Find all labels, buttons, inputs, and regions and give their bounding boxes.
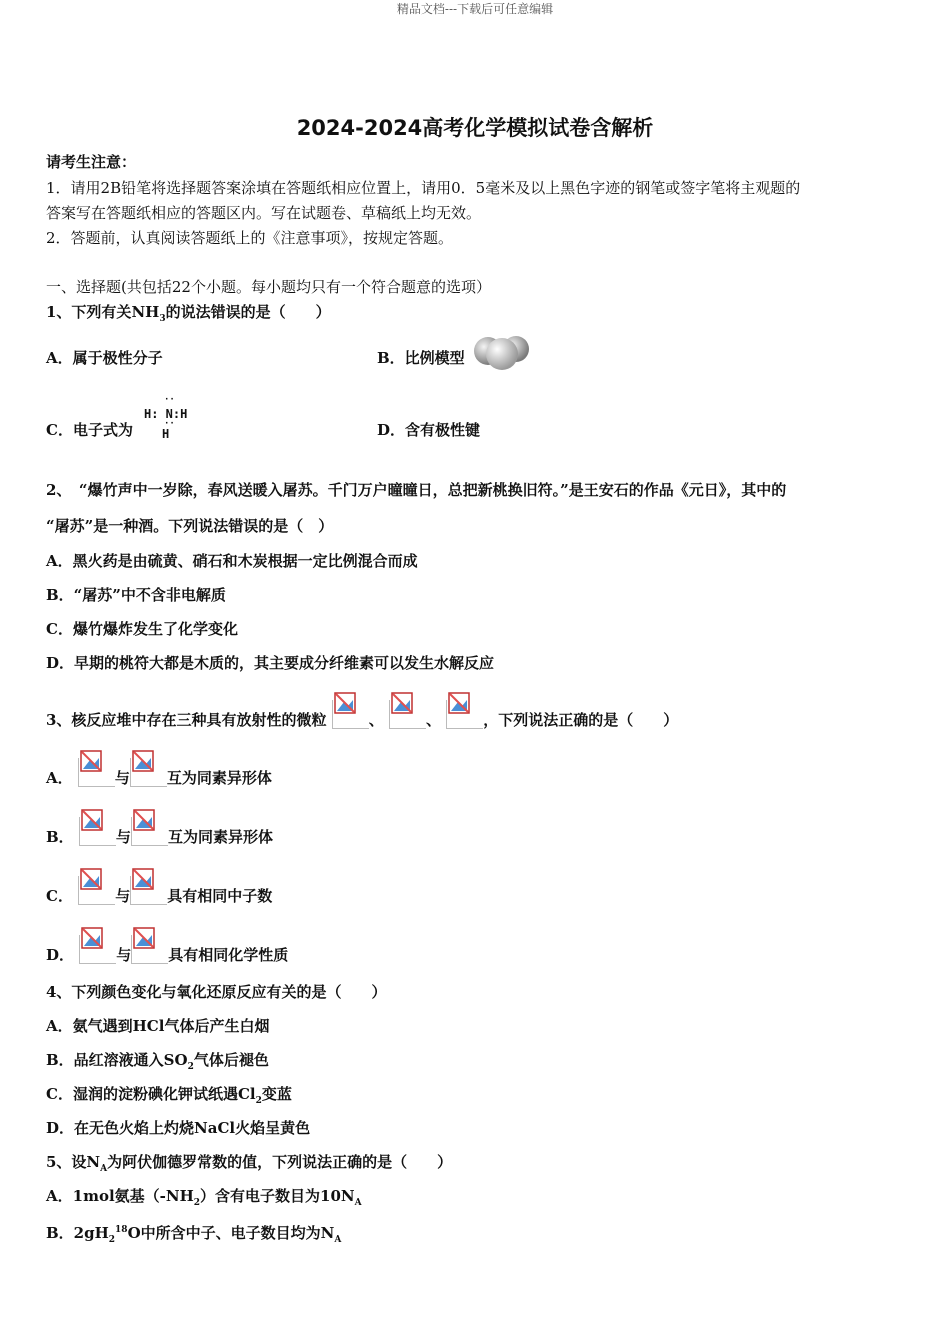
notice-item-2: 2．答题前，认真阅读答题纸上的《注意事项》，按规定答题。 [46, 229, 454, 247]
q2-option-d: D．早期的桃符大都是木质的，其主要成分纤维素可以发生水解反应 [46, 654, 495, 672]
broken-image-icon [131, 817, 168, 846]
space-filling-model-icon [470, 333, 536, 373]
electron-formula: ·· H: N:H ·· H [144, 395, 188, 441]
q1-option-b: B．比例模型 [377, 349, 465, 367]
q1-stem: 1、下列有关$NH_3$的说法错误的是（ ） [46, 303, 331, 324]
q2-option-a: A．黑火药是由硫黄、硝石和木炭根据一定比例混合而成 [46, 552, 418, 570]
q4-option-d: D．在无色火焰上灼烧NaCl火焰呈黄色 [46, 1119, 311, 1137]
page-header-note: 精品文档---下载后可任意编辑 [396, 2, 554, 16]
page-title: 2024-2024高考化学模拟试卷含解析 [296, 116, 654, 140]
broken-image-icon [78, 876, 115, 905]
broken-image-icon [79, 935, 116, 964]
q5-option-a: A．1mol氨基$(-NH_2)$含有电子数目为$10N_A$ [46, 1187, 362, 1208]
q2-option-b: B．“屠苏”中不含非电解质 [46, 586, 226, 604]
broken-image-icon [130, 758, 167, 787]
q1-option-d: D．含有极性键 [377, 421, 481, 439]
q3-stem: 3、核反应堆中存在三种具有放射性的微粒 、 、 ，下列说法正确的是（ ） [46, 700, 678, 730]
broken-image-icon [78, 758, 115, 787]
broken-image-icon [130, 876, 167, 905]
notice-item-1b: 答案写在答题纸相应的答题区内。写在试题卷、草稿纸上均无效。 [46, 204, 482, 222]
q4-option-a: A．氨气遇到HCl气体后产生白烟 [46, 1017, 270, 1035]
q4-stem: 4、下列颜色变化与氧化还原反应有关的是（ ） [46, 983, 387, 1001]
broken-image-icon [332, 700, 369, 729]
q5-stem: 5、设$N_A$为阿伏伽德罗常数的值，下列说法正确的是（ ） [46, 1153, 453, 1174]
broken-image-icon [79, 817, 116, 846]
broken-image-icon [446, 700, 483, 729]
q3-option-d: D． 与 具有相同化学性质 [46, 935, 288, 965]
section-heading: 一、选择题(共包括22个小题。每小题均只有一个符合题意的选项） [46, 278, 491, 296]
q2-stem-a: 2、 “爆竹声中一岁除，春风送暖入屠苏。千门万户曈曈日，总把新桃换旧符。”是王安石的作品《元日》，其中的 [46, 481, 787, 499]
broken-image-icon [389, 700, 426, 729]
q3-option-a: A． 与 互为同素异形体 [46, 758, 272, 788]
q2-option-c: C．爆竹爆炸发生了化学变化 [46, 620, 238, 638]
q3-option-b: B． 与 互为同素异形体 [46, 817, 273, 847]
q1-option-a: A．属于极性分子 [46, 349, 163, 367]
notice-heading: 请考生注意： [46, 153, 137, 171]
q5-option-b: B．$2gH_2^{18}O$中所含中子、电子数目均为$N_A$ [46, 1224, 342, 1245]
broken-image-icon [131, 935, 168, 964]
q2-stem-b: “屠苏”是一种酒。下列说法错误的是（ ） [46, 517, 334, 535]
q1-option-c: C．电子式为 [46, 421, 133, 439]
q4-option-b: B．品红溶液通入$SO_2$气体后褪色 [46, 1051, 269, 1072]
q4-option-c: C．湿润的淀粉碘化钾试纸遇$Cl_2$变蓝 [46, 1085, 292, 1106]
notice-item-1a: 1．请用2B铅笔将选择题答案涂填在答题纸相应位置上，请用0．5毫米及以上黑色字迹的钢笔或签字笔将主观题的 [46, 179, 801, 197]
q3-option-c: C． 与 具有相同中子数 [46, 876, 272, 906]
